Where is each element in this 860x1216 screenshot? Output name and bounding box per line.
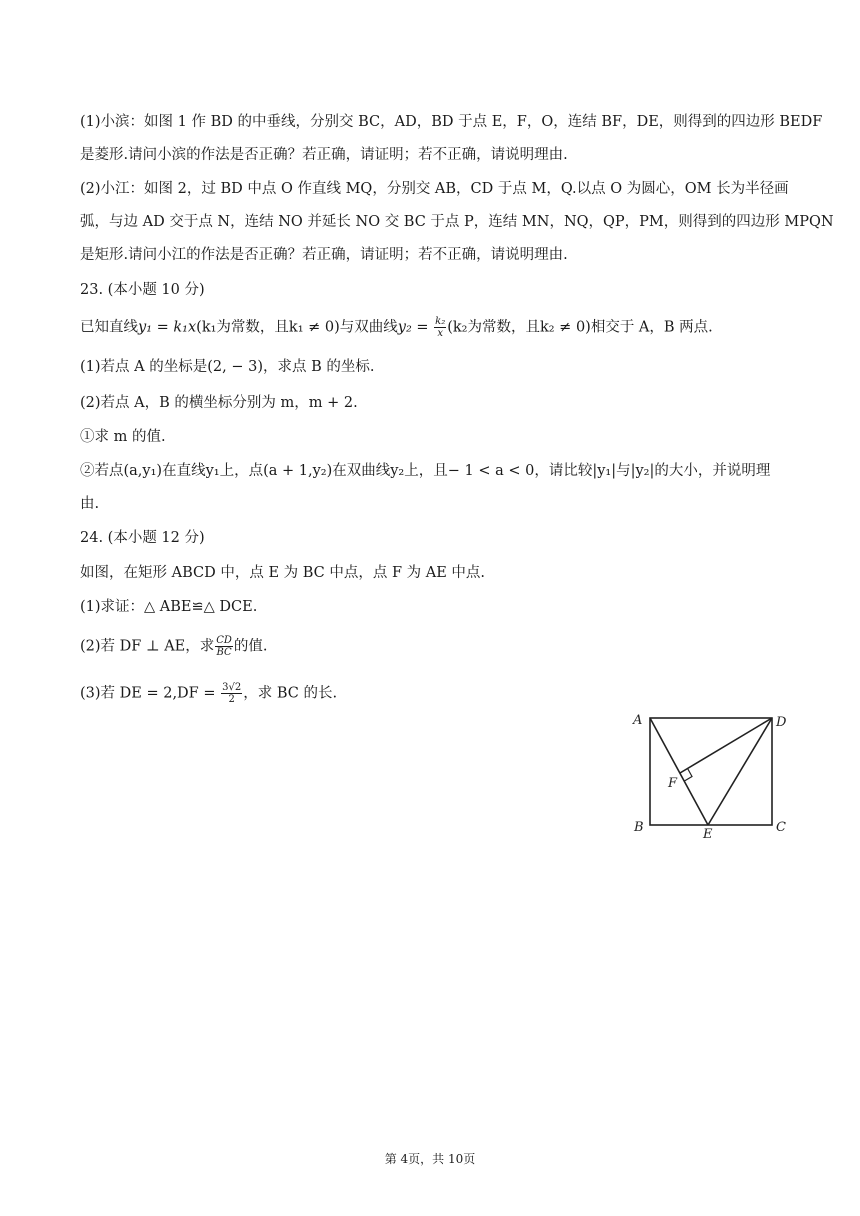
q23-sub2-line1: ②若点(a,y₁)在直线y₁上，点(a + 1,y₂)在双曲线y₂上，且− 1 < a < 0，请比较|y₁|与|y₂|的大小，并说明理 — [80, 463, 771, 479]
q23-sub2-line2: 由. — [80, 496, 100, 512]
segment-de — [708, 718, 772, 825]
q23-line-eq: y₁ = k₁x — [138, 319, 197, 336]
rectangle-figure — [630, 708, 795, 843]
q22-part1-line2: 是菱形.请问小滨的作法是否正确？若正确，请证明；若不正确，请说明理由. — [80, 147, 568, 163]
q24-part3-num: 3√2 — [222, 682, 242, 693]
q24-part3-fraction — [221, 682, 242, 705]
q24-part2-num: CD — [216, 635, 232, 646]
q24-part3 — [80, 682, 337, 705]
q24-stem: 如图，在矩形 ABCD 中，点 E 为 BC 中点，点 F 为 AE 中点. — [80, 565, 486, 581]
q23-frac-den: x — [437, 328, 443, 339]
q22-part2-line3: 是矩形.请问小江的作法是否正确？若正确，请证明；若不正确，请说明理由. — [80, 247, 568, 263]
label-e: E — [703, 827, 713, 842]
q24-part2-fraction — [215, 635, 233, 658]
q24-part3-b: ，求 BC 的长. — [243, 685, 338, 702]
label-a: A — [633, 713, 643, 728]
q23-part1: (1)若点 A 的坐标是(2, − 3)，求点 B 的坐标. — [80, 359, 375, 375]
segment-ae — [650, 718, 708, 825]
q22-part2-line1: (2)小江：如图 2，过 BD 中点 O 作直线 MQ，分别交 AB，CD 于点 M，Q.以点 O 为圆心，OM 长为半径画 — [80, 181, 789, 197]
q23-stem — [80, 316, 713, 339]
q24-part1: (1)求证：△ ABE≌△ DCE. — [80, 599, 258, 615]
q23-stem-a: 已知直线 — [80, 319, 138, 336]
q23-frac-num: k₂ — [435, 316, 446, 327]
q23-sub1: ①求 m 的值. — [80, 429, 166, 445]
q23-stem-e: (k₂为常数，且k₂ ≠ 0)相交于 A，B 两点. — [447, 319, 713, 336]
q23-hyperbola-eq: y₂ = — [397, 319, 434, 336]
q22-part2-line2: 弧，与边 AD 交于点 N，连结 NO 并延长 NO 交 BC 于点 P，连结 MN，NQ，QP，PM，则得到的四边形 MPQN — [80, 214, 834, 230]
label-f: F — [668, 776, 678, 791]
q24-part3-a: (3)若 DE = 2,DF = — [80, 685, 221, 702]
q22-part1-line1: (1)小滨：如图 1 作 BD 的中垂线，分别交 BC，AD，BD 于点 E，F，O，连结 BF，DE，则得到的四边形 BEDF — [80, 114, 823, 130]
label-b: B — [634, 820, 644, 835]
label-c: C — [776, 820, 786, 835]
rectangle-abcd — [650, 718, 772, 825]
q24-part2-a: (2)若 DF ⊥ AE，求 — [80, 638, 215, 655]
q24-part3-den: 2 — [228, 694, 235, 705]
q24-part2-b: 的值. — [233, 638, 268, 655]
q23-stem-c: (k₁为常数，且k₁ ≠ 0)与双曲线 — [196, 319, 398, 336]
q24-header: 24. (本小题 12 分) — [80, 530, 205, 546]
segment-df — [680, 718, 772, 773]
label-d: D — [776, 715, 787, 730]
q23-header: 23. (本小题 10 分) — [80, 282, 205, 298]
q24-part2-den: BC — [216, 647, 232, 658]
q23-fraction — [434, 316, 446, 339]
page-footer: 第 4页，共 10页 — [384, 1152, 476, 1166]
q24-part2 — [80, 635, 268, 658]
q23-part2: (2)若点 A，B 的横坐标分别为 m，m + 2. — [80, 395, 358, 411]
